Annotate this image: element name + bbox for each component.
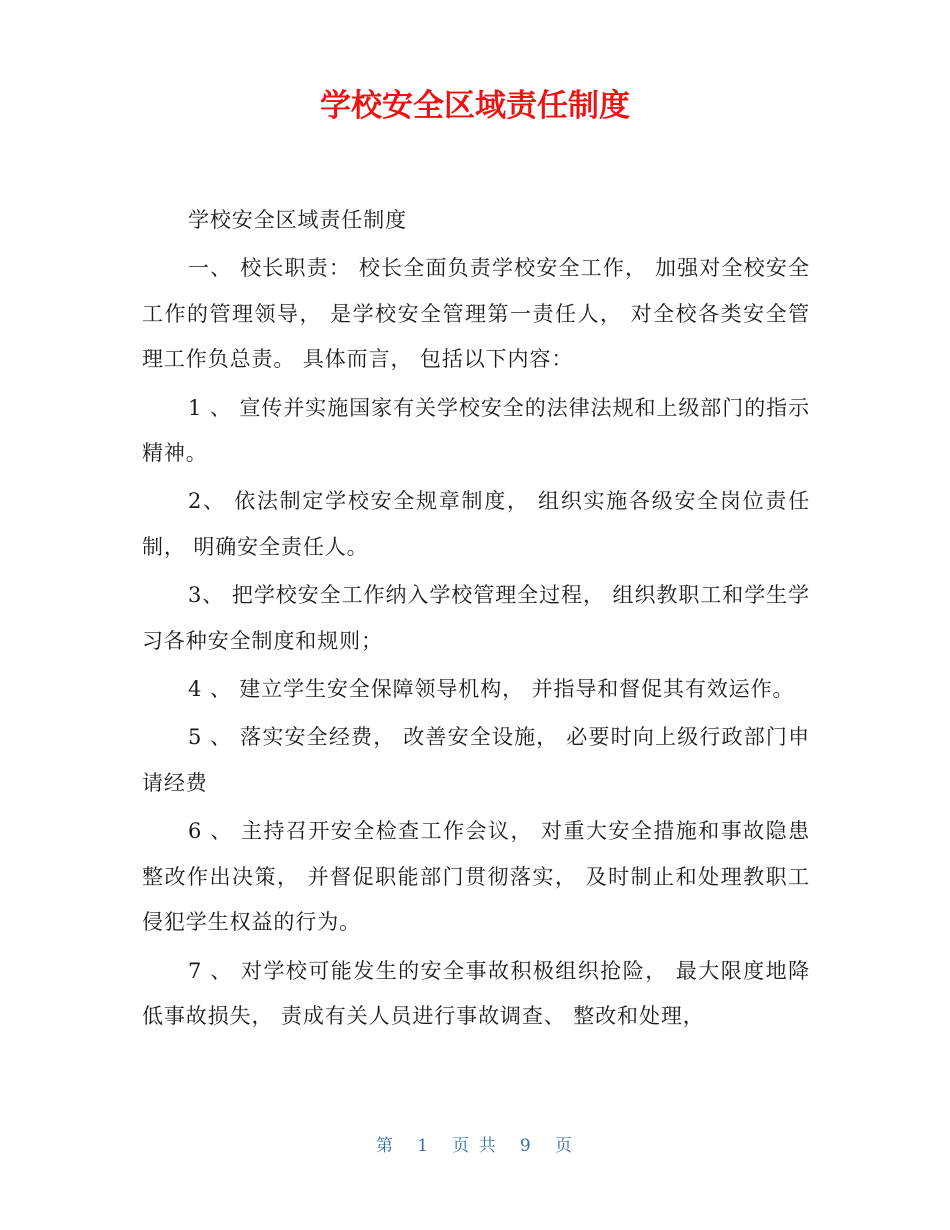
body-paragraph-item-1: 1 、 宣传并实施国家有关学校安全的法律法规和上级部门的指示精神。 — [142, 395, 810, 466]
body-paragraph-principal-duties: 一、 校长职责： 校长全面负责学校安全工作， 加强对全校安全工作的管理领导， 是学校安全管理第一责任人， 对全校各类安全管理工作负总责。 具体而言， 包括以下内容： — [142, 256, 810, 372]
document-title: 学校安全区域责任制度 — [320, 88, 630, 124]
total-pages-number: 9 — [519, 1136, 533, 1156]
page-label-suffix: 页 — [554, 1136, 574, 1156]
body-paragraph-item-4: 4 、 建立学生安全保障领导机构， 并指导和督促其有效运作。 — [188, 677, 795, 702]
current-page-number: 1 — [417, 1136, 431, 1156]
document-body — [142, 198, 810, 1042]
body-paragraph-item-3: 3、 把学校安全工作纳入学校管理全过程， 组织教职工和学生学习各种安全制度和规则； — [142, 583, 810, 653]
body-paragraph-item-7: 7 、 对学校可能发生的安全事故积极组织抢险， 最大限度地降低事故损失， 责成有关人员进行事故调查、 整改和处理， — [142, 958, 810, 1028]
body-paragraph-item-2: 2、 依法制定学校安全规章制度， 组织实施各级安全岗位责任制， 明确安全责任人。 — [142, 489, 810, 559]
page-number-footer — [0, 1134, 950, 1158]
body-paragraph-item-5: 5 、 落实安全经费， 改善安全设施， 必要时向上级行政部门申请经费 — [142, 725, 810, 795]
page-label-mid: 页 共 — [452, 1136, 498, 1156]
body-paragraph-heading: 学校安全区域责任制度 — [188, 208, 407, 232]
page-label-prefix: 第 — [376, 1136, 396, 1156]
body-paragraph-item-6: 6 、 主持召开安全检查工作会议， 对重大安全措施和事故隐患整改作出决策， 并督促职能部门贯彻落实， 及时制止和处理教职工侵犯学生权益的行为。 — [142, 819, 810, 935]
